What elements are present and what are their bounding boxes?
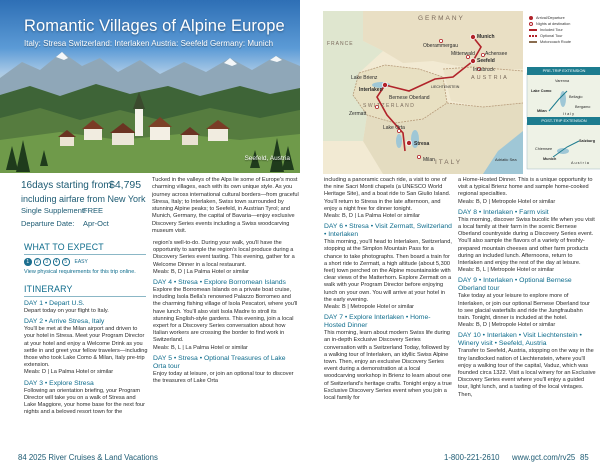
meals-line: Meals: B, L | La Palma Hotel or similar xyxy=(153,344,248,351)
motorcoach-route-icon xyxy=(529,41,537,43)
level-label: EASY xyxy=(74,258,88,265)
map-place-label: Oberammergau xyxy=(423,43,459,49)
map-legend xyxy=(527,13,600,70)
level-dot: 5 xyxy=(62,258,70,266)
map-place-label: Milan xyxy=(423,157,435,163)
day-text: including a panoramic coach ride, a visit to one of the nine Sacri Monti chapels (a UNESCO World Heritage Site), and a boat ride to San Giulio Island. You'll return to Stresa in the late afternoon, and enjoy a night free for dinner tonight. xyxy=(324,177,451,212)
post-trip-label: POST-TRIP EXTENSION xyxy=(527,117,600,125)
meals-line: Meals: B, D | La Palma Hotel or similar xyxy=(324,213,420,220)
legend-label: Nights at destination xyxy=(536,22,571,26)
inset-place-label: Chiemsee xyxy=(535,147,553,151)
meals-line: Meals: B, L | Metropole Hotel or similar xyxy=(458,267,555,274)
map-place-label: Zermatt xyxy=(349,111,367,117)
day-text: Enjoy today at leisure, or join an optional tour to discover the treasures of Lake Orta xyxy=(153,370,294,385)
country-label: SWITZERLAND xyxy=(363,103,416,109)
day-title: DAY 4 • Stresa • Explore Borromean Islands xyxy=(153,279,286,287)
departure-date-value: Apr-Oct xyxy=(83,219,109,228)
day-title: DAY 8 • Interlaken • Farm visit xyxy=(458,208,549,216)
route-map xyxy=(323,11,600,174)
route-country: Germany xyxy=(209,39,243,48)
itinerary-column-4 xyxy=(458,177,596,450)
what-to-expect-heading: WHAT TO EXPECT xyxy=(24,242,104,252)
nights-icon xyxy=(529,22,533,26)
country-label: ITALY xyxy=(435,159,463,166)
legend-label: Included Tour xyxy=(540,28,563,32)
map-place-label: Innsbruck xyxy=(473,67,495,73)
day-title: DAY 5 • Stresa • Optional Treasures of Lake Orta tour xyxy=(153,354,286,370)
legend-item xyxy=(529,39,599,45)
day-title: DAY 2 • Arrive Stresa, Italy xyxy=(24,318,105,326)
itinerary-column-3 xyxy=(324,177,452,450)
days-label: 16days starting from xyxy=(21,180,112,191)
website-link[interactable]: www.gct.com/rv25 xyxy=(512,453,576,462)
inset-place-label: Bergamo xyxy=(575,105,591,109)
pre-trip-label: PRE-TRIP EXTENSION xyxy=(527,67,600,75)
inset-place-label: Lake Como xyxy=(531,89,552,93)
level-dot: 4 xyxy=(53,258,61,266)
itinerary-column-1 xyxy=(24,297,148,449)
photo-caption: Seefeld, Austria xyxy=(244,155,290,162)
day-title: DAY 6 • Stresa • Visit Zermatt, Switzerland • Interlaken xyxy=(324,223,452,239)
activity-level xyxy=(24,258,88,266)
inset-place-label: Salzburg xyxy=(579,139,596,143)
day-text: Following an orientation briefing, your Program Director will take you on a walk of Stresa and Lake Maggiore, your home base for the next four nights and a beloved resort town for the xyxy=(24,387,145,416)
inset-place-label: Italy xyxy=(563,112,575,116)
left-footer: 84 2025 River Cruises & Land Vacations xyxy=(18,453,158,462)
departure-date-label: Departure Date: xyxy=(21,219,75,228)
country-label: AUSTRIA xyxy=(471,75,509,81)
arrival-icon xyxy=(529,16,533,20)
meals-line: Meals: B | Metropole Hotel or similar xyxy=(324,304,415,311)
meals-line: Meals: D | La Palma Hotel or similar xyxy=(24,369,114,376)
day-text: Transfer to Seefeld, Austria, stopping on the way in the tiny landlocked nation of Liechtenstein, where you'll enjoy a walking tour of the capital, Vaduz, which was founded circa 1322. Visit a local winery for an Exclusive Discovery Series event where you'll enjoy a guided tour, light lunch, and a tasting of the local vintages. Then, xyxy=(458,348,596,398)
day-title: DAY 1 • Depart U.S. xyxy=(24,300,85,307)
intro-paragraph: Tucked in the valleys of the Alps lie some of Europe's most charming villages, each with its own unique style. As you journey across international cultural borders—from graceful Stresa, Italy; to Interlaken, Swiss town surrounded by stunning Alpine peaks; to Seefeld, in Austrian Tyrol; and Munich, Germany, the capital of Bavaria—enjoy exclusive Discovery Series events including a Swiss woodcarving museum visit. xyxy=(152,177,299,235)
day-text: Explore the Borromean Islands on a private boat cruise, including Isola Bella's renowned Palazzo Borromeo and the charming fishing village of Isola Pescatori, where you'll have lunch. You'll also visit Isola Madre to stroll its stunning English-style gardens. This evening, join a local expert for a Discovery Series conversation about how Italian workers are crossing the border to find work in Switzerland. xyxy=(153,287,298,344)
route-country: Switzerland xyxy=(68,39,110,48)
day-text: Depart today on your flight to Italy. xyxy=(24,308,109,314)
map-place-label: Seefeld xyxy=(477,58,495,64)
meals-line: Meals: B, D | La Palma Hotel or similar xyxy=(153,268,249,275)
inset-place-label: Varenna xyxy=(555,79,570,83)
map-place-label: Bernese Oberland xyxy=(389,95,430,101)
inset-place-label: Austria xyxy=(571,161,590,165)
single-supplement-label: Single Supplement: xyxy=(21,206,87,215)
airfare-note: including airfare from New York xyxy=(21,194,146,204)
route-place: Seefeld xyxy=(180,39,208,48)
day-text: This morning, you'll head to Interlaken, Switzerland, stopping at the Simplon Mountain Pass for a chance to take photographs. Then board a train for a short ride to Zermatt, a high altitude (about 5,300 feet) town perched on the Alpine mountainside with clear views of the Matterhorn. Explore Zermatt on a walk with your Program Director before enjoying lunch on your own. You will arrive at your hotel in the early evening. xyxy=(324,239,452,303)
route-country: Austria xyxy=(151,39,177,48)
day-title: DAY 10 • Interlaken • Visit Liechtenstein • Winery visit • Seefeld, Austria xyxy=(458,332,582,348)
country-label: GERMANY xyxy=(418,15,465,22)
map-place-label: Achensee xyxy=(485,51,508,57)
phone-number: 1-800-221-2610 xyxy=(444,453,500,462)
single-supplement xyxy=(21,206,133,217)
legend-label: Motorcoach Route xyxy=(540,40,572,44)
day-text: This morning, discover Swiss bucolic life when you visit a local family at their farm in the scenic Bernese Oberland countryside during a Discovery Series event. You'll also sample the flavors of a variety of freshly-prepared mountain cheeses and other farm products during an included lunch. Afternoons, return to Interlaken and enjoy the rest of the day at leisure. xyxy=(458,216,595,267)
legend-label: Arrival/Departure xyxy=(536,16,565,20)
single-supplement-value: FREE xyxy=(83,206,104,215)
route-place: Stresa xyxy=(43,39,67,48)
hero-photo xyxy=(0,0,300,173)
map-place-label: LIECHTENSTEIN xyxy=(431,85,460,89)
optional-tour-icon xyxy=(529,35,537,37)
map-place-label: Lake Brienz xyxy=(351,75,378,81)
day-title: DAY 9 • Interlaken • Optional Bernese Oberland tour xyxy=(458,277,572,293)
day-text: a Home-Hosted Dinner. This is a unique opportunity to visit a typical Brienz home and sample home-cooked regional specialties. xyxy=(458,177,593,198)
level-dot: 2 xyxy=(34,258,42,266)
page-number: 85 xyxy=(580,453,589,462)
page-title: Romantic Villages of Alpine Europe xyxy=(24,17,285,35)
itinerary-heading: ITINERARY xyxy=(24,284,73,294)
inset-place-label: Munich xyxy=(543,157,557,161)
day-text: This morning, learn about modern Swiss life during an in-depth Exclusive Discovery Series conversation with a Switzerland Today, followed by a walking tour of Interlaken, an idyllic Swiss Alpine town. Then, enjoy an exclusive Discovery Series event during a demonstration at a local woodcarving workshop in Brienz to learn about one of Switzerland's heritage crafts. Tonight enjoy a true Exclusive Discovery Series event when you join a local family for xyxy=(324,330,452,402)
route-country: Italy xyxy=(24,39,39,48)
day-text: region's well-to-do. During your walk, you'll have the opportunity to sample the region's local produce during a Discovery Series event tasting. This evening, gather for a Welcome Dinner in a local restaurant. xyxy=(153,240,295,268)
inset-place-label: Milan xyxy=(537,109,547,113)
map-place-label: Lake Orta xyxy=(383,125,405,131)
meals-line: Meals: B, D | Metropole Hotel or similar xyxy=(458,198,556,205)
country-label: FRANCE xyxy=(327,41,354,47)
day-text: Take today at your leisure to explore more of Interlaken, or join our optional Bernese Oberland tour to see glacial waterfalls and ride the Jungfraubahn train. Tonight, dinner is included at the hotel. xyxy=(458,293,590,322)
map-place-label: Munich xyxy=(477,34,495,40)
route-place: Interlaken xyxy=(114,39,150,48)
map-place-label: Mittenwald xyxy=(451,51,475,57)
price-block xyxy=(21,179,146,230)
divider xyxy=(24,254,146,255)
map-place-label: Interlaken xyxy=(359,87,383,93)
route-place: Munich xyxy=(247,39,274,48)
meals-line: Meals: B, D | Metropole Hotel or similar xyxy=(458,322,556,329)
level-dot: 1 xyxy=(24,258,32,266)
level-dot: 3 xyxy=(43,258,51,266)
map-place-label: Stresa xyxy=(414,141,430,147)
map-place-label: Adriatic Sea xyxy=(495,157,517,162)
price-line xyxy=(21,179,142,193)
route-line: Italy: Stresa Switzerland: Interlaken Austria: Seefeld Germany: Munich xyxy=(24,39,274,48)
inset-place-label: Bellagio xyxy=(569,95,583,99)
price-amount: $4,795 xyxy=(109,179,142,191)
legend-label: Optional Tour xyxy=(540,34,563,38)
included-tour-icon xyxy=(529,29,537,31)
day-text: You'll be met at the Milan airport and driven to your hotel in Stresa. Meet your Program Director at your hotel and enjoy a Welcome Drink as you settle in and greet your fellow travelers—including those who took Lake Como & Milan, Italy pre-trip extension. xyxy=(24,326,148,369)
day-title: DAY 3 • Explore Stresa xyxy=(24,379,94,387)
departure-date xyxy=(21,219,133,230)
day-title: DAY 7 • Explore Interlaken • Home-Hosted Dinner xyxy=(324,314,431,330)
physical-requirements-note[interactable]: View physical requirements for this trip online. xyxy=(24,269,136,275)
itinerary-column-2 xyxy=(153,240,298,450)
right-page xyxy=(300,0,600,475)
